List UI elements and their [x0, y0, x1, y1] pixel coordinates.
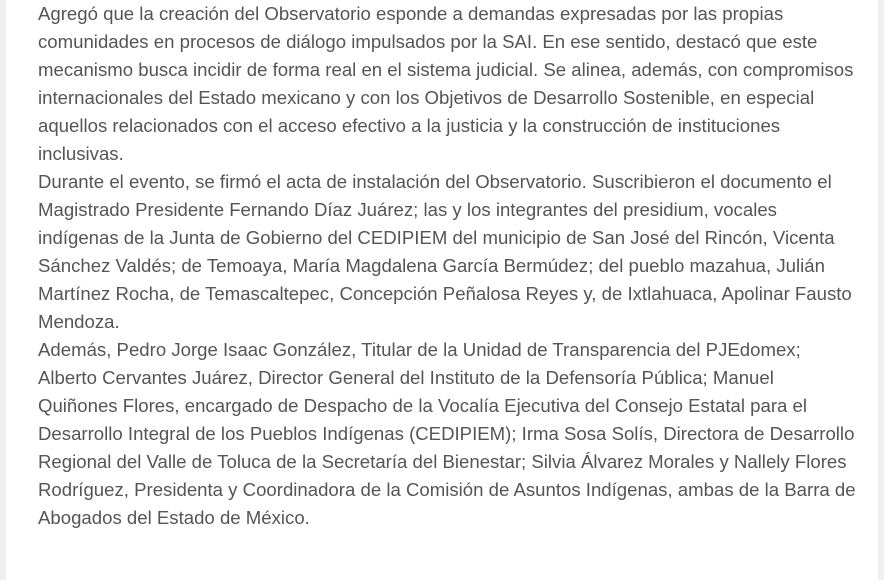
page-background [6, 0, 878, 580]
article-paragraph: Además, Pedro Jorge Isaac González, Titular de la Unidad de Transparencia del PJEdomex; Alberto Cervantes Juárez, Director General del Instituto de la Defensoría Pública; Manuel Quiñones Flores, encargado de Despacho de la Vocalía Ejecutiva del Consejo Estatal para el Desarrollo Integral de los Pueblos Indígenas (CEDIPIEM); Irma Sosa Solís, Directora de Desarrollo Regional del Valle de Toluca de la Secretaría del Bienestar; Silvia Álvarez Morales y Nallely Flores Rodríguez, Presidenta y Coordinadora de la Comisión de Asuntos Indígenas, ambas de la Barra de Abogados del Estado de México. [38, 339, 856, 528]
article-paragraph: Durante el evento, se firmó el acta de instalación del Observatorio. Suscribieron el documento el Magistrado Presidente Fernando Díaz Juárez; las y los integrantes del presidium, vocales indígenas de la Junta de Gobierno del CEDIPIEM del municipio de San José del Rincón, Vicenta Sánchez Valdés; de Temoaya, María Magdalena García Bermúdez; del pueblo mazahua, Julián Martínez Rocha, de Temascaltepec, Concepción Peñalosa Reyes y, de Ixtlahuaca, Apolinar Fausto Mendoza. [38, 171, 852, 332]
article-body [38, 0, 856, 532]
article-paragraph: Agregó que la creación del Observatorio esponde a demandas expresadas por las propias comunidades en procesos de diálogo impulsados por la SAI. En ese sentido, destacó que este mecanismo busca incidir de forma real en el sistema judicial. Se alinea, además, con compromisos internacionales del Estado mexicano y con los Objetivos de Desarrollo Sostenible, en especial aquellos relacionados con el acceso efectivo a la justicia y la construcción de instituciones inclusivas. [38, 3, 854, 164]
